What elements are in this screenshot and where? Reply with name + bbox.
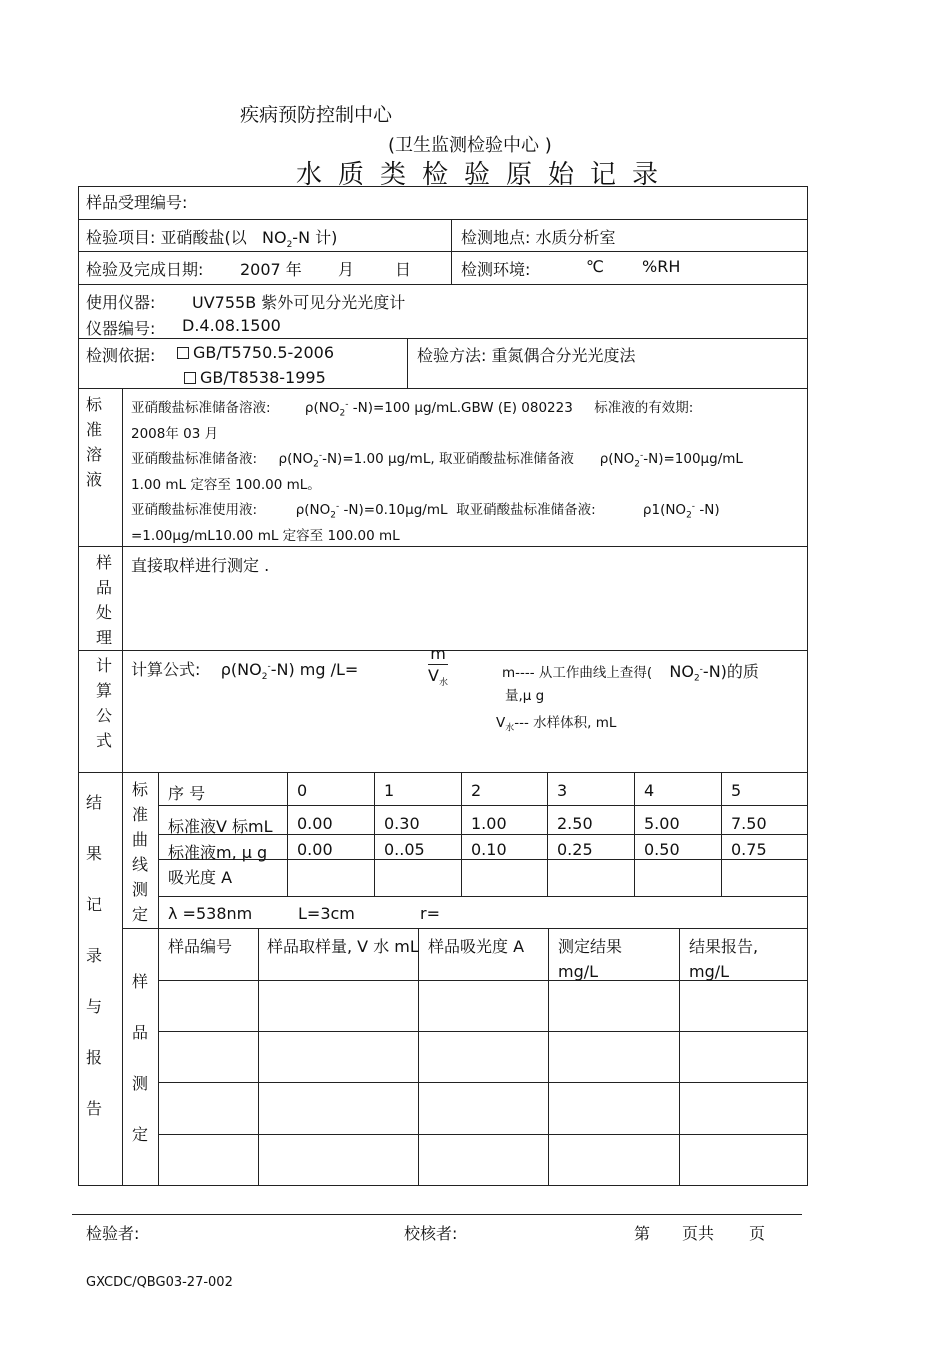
curve-cell: 0.10 [471, 840, 507, 859]
rule [78, 219, 808, 220]
curve-cell: 0.30 [384, 814, 420, 833]
sample-header: 样品取样量, V 水 mL [267, 937, 419, 956]
test-place: 检测地点: 水质分析室 [461, 228, 616, 247]
footer-rule [72, 1214, 802, 1215]
date-day: 日 [395, 260, 412, 279]
date-month: 月 [338, 260, 355, 279]
basis-label: 检测依据: [86, 346, 156, 365]
curve-label: 标准曲线测定 [131, 780, 148, 924]
curve-lambda: λ =538nm [168, 904, 253, 923]
page-number-label: 第 [634, 1224, 651, 1243]
standard-label: 标准溶液 [85, 395, 102, 489]
curve-cell: 4 [644, 781, 655, 800]
curve-cell: 2 [471, 781, 482, 800]
sample-proc-label: 样品处理 [95, 553, 112, 647]
env-label: 检测环境: [461, 260, 531, 279]
reviewer-label: 校核者: [404, 1224, 458, 1243]
rule [407, 338, 408, 388]
rule [78, 338, 808, 339]
inspector-label: 检验者: [86, 1224, 140, 1243]
formula-text: 计算公式: $\rho(NO_2^--N)$ mg /L= [131, 660, 359, 683]
rule [374, 772, 375, 896]
sample-header: 测定结果 [558, 937, 623, 956]
curve-cell: 0 [297, 781, 308, 800]
rule [287, 772, 288, 896]
rule [158, 1134, 808, 1135]
rule [158, 1082, 808, 1083]
v-description: $V_水---$ 水样体积, mL [496, 715, 617, 734]
test-item: 检验项目: 亚硝酸盐(以 $NO_2-N$ 计) [86, 228, 338, 251]
standard-line-3: 亚硝酸盐标准储备液: $\rho(NO_2^--N)=1.00$ μg/mL, 取亚硝酸盐标准储备液 $\rho(NO_2^--N)=100\mu g/mL$ [131, 450, 743, 470]
rule [78, 251, 808, 252]
rule [158, 805, 808, 806]
rule [158, 896, 808, 897]
curve-cell: 5.00 [644, 814, 680, 833]
m-description: m---- 从工作曲线上查得( $NO_2^--N$)的质 [502, 662, 759, 684]
page-end-label: 页 [749, 1224, 766, 1243]
sample-measure-label: 样品测定 [131, 972, 148, 1144]
standard-line-6: =1.00μg/mL10.00 mL 定容至 100.00 mL [131, 528, 400, 544]
rule [158, 1031, 808, 1032]
rule [679, 928, 680, 1186]
curve-cell: 3 [557, 781, 568, 800]
instrument: UV755B 紫外可见分光光度计 [192, 293, 406, 312]
form-code: GXCDC/QBG03-27-002 [86, 1275, 233, 1290]
instrument-no-label: 仪器编号: [86, 319, 156, 338]
curve-row-label: 吸光度 A [168, 868, 233, 887]
sample-id-label: 样品受理编号: [86, 193, 188, 212]
curve-cell: 5 [731, 781, 742, 800]
rule [418, 928, 419, 1186]
basis-option-1[interactable]: GB/T5750.5-2006 [177, 343, 334, 362]
curve-r: r= [420, 904, 440, 923]
date-year: 2007 年 [240, 260, 302, 279]
curve-cell: 0..05 [384, 840, 425, 859]
sample-header: 样品编号 [168, 937, 233, 956]
rule [158, 772, 159, 1186]
page-title: 水质类检验原始记录 [296, 160, 675, 190]
instrument-no: D.4.08.1500 [182, 316, 281, 335]
curve-cell: 7.50 [731, 814, 767, 833]
curve-cell: 0.00 [297, 840, 333, 859]
rule [451, 219, 452, 284]
sample-proc-text: 直接取样进行测定 . [131, 556, 270, 575]
rule [461, 772, 462, 896]
page-total-label: 页共 [682, 1224, 715, 1243]
rule [122, 388, 123, 1186]
standard-line-1: 亚硝酸盐标准储备溶液: $\rho(NO_2^-$ -N)=100 μg/mL.GBW (E) 080223 标准液的有效期: [131, 399, 694, 419]
test-method: 检验方法: 重氮偶合分光光度法 [417, 346, 636, 365]
result-label: 结果记录与报告 [85, 793, 102, 1118]
rule [78, 772, 808, 773]
humidity-unit: %RH [642, 257, 681, 276]
rule [547, 772, 548, 896]
rule [78, 546, 808, 547]
temp-unit: ℃ [586, 257, 604, 276]
sample-header-unit: mg/L [689, 962, 730, 981]
fraction-bar [428, 664, 448, 665]
curve-cell: 0.25 [557, 840, 593, 859]
rule [258, 928, 259, 1186]
curve-cell: 0.50 [644, 840, 680, 859]
rule [122, 928, 808, 929]
rule [78, 284, 808, 285]
fraction-denominator: V [428, 666, 439, 685]
formula-fraction: m $V_水$ [426, 644, 450, 688]
rule [548, 928, 549, 1186]
checkbox-icon[interactable] [184, 372, 196, 384]
fraction-numerator: m [430, 644, 446, 663]
standard-line-5: 亚硝酸盐标准使用液: $\rho(NO_2^-$ -N)=0.10μg/mL 取亚硝酸盐标准储备液: $\rho 1(NO_2^-$ -N) [131, 501, 720, 521]
curve-row-label: 标准液m, μ g [168, 843, 268, 862]
curve-path-length: L=3cm [298, 904, 355, 923]
curve-cell: 0.00 [297, 814, 333, 833]
curve-cell: 0.75 [731, 840, 767, 859]
curve-cell: 1.00 [471, 814, 507, 833]
curve-row-label: 标准液V 标mL [168, 817, 273, 836]
rule [634, 772, 635, 896]
rule [78, 388, 808, 389]
curve-row-label: 序 号 [168, 784, 206, 803]
date-label: 检验及完成日期: [86, 260, 204, 279]
curve-cell: 2.50 [557, 814, 593, 833]
formula-label: 计算公式 [95, 656, 112, 750]
instrument-label: 使用仪器: [86, 293, 156, 312]
sample-header: 结果报告, [689, 937, 759, 956]
m-unit: 量,μ g [505, 688, 545, 704]
checkbox-icon[interactable] [177, 347, 189, 359]
curve-cell: 1 [384, 781, 395, 800]
sub-org-name: (卫生监测检验中心 ) [388, 135, 552, 156]
sample-header-unit: mg/L [558, 962, 599, 981]
org-name: 疾病预防控制中心 [240, 104, 393, 126]
basis-option-2[interactable]: GB/T8538-1995 [184, 368, 326, 387]
standard-line-4: 1.00 mL 定容至 100.00 mL。 [131, 477, 321, 493]
standard-line-2: 2008年 03 月 [131, 426, 219, 442]
rule [721, 772, 722, 896]
sample-header: 样品吸光度 A [428, 937, 525, 956]
